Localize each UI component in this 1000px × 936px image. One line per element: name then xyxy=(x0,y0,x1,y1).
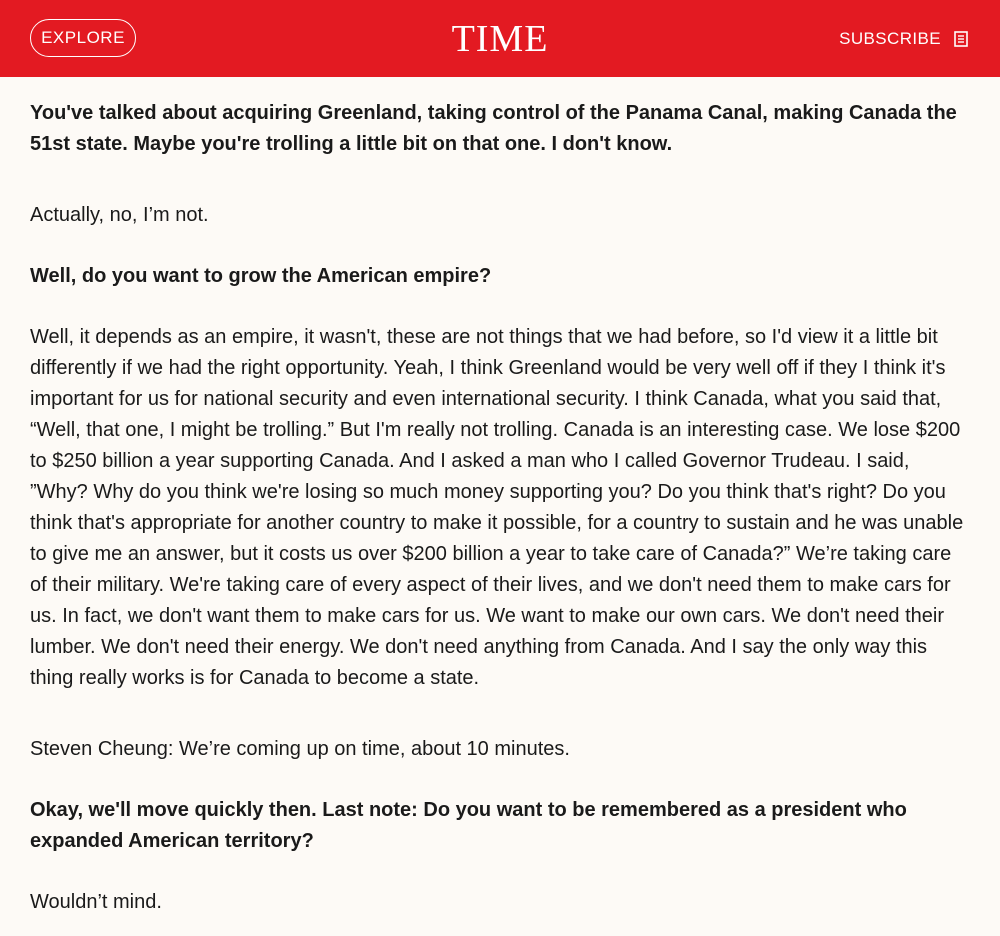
interview-question: Well, do you want to grow the American empire? xyxy=(30,265,492,287)
interview-answer: Actually, no, I’m not. xyxy=(30,204,209,226)
subscribe-button[interactable] xyxy=(839,28,968,50)
interview-answer: Steven Cheung: We’re coming up on time, about 10 minutes. xyxy=(30,738,570,760)
interview-question: You've talked about acquiring Greenland, taking control of the Panama Canal, making Canada the 51st state. Maybe you're trolling a little bit on that one. I don't know. xyxy=(30,102,957,155)
interview-answer: Well, it depends as an empire, it wasn't, these are not things that we had before, so I'd view it a little bit differently if we had the right opportunity. Yeah, I think Greenland would be very well off if they I think it's important for us for national security and even international security. I think Canada, what you said that, “Well, that one, I might be trolling.” But I'm really not trolling. Canada is an interesting case. We lose $200 to $250 billion a year supporting Canada. And I asked a man who I called Governor Trudeau. I said, ”Why? Why do you think we're losing so much money supporting you? Do you think that's right? Do you think that's appropriate for another country to make it possible, for a country to sustain and he was unable to give me an answer, but it costs us over $200 billion a year to take care of Canada?” We’re taking care of their military. We're taking care of every aspect of their lives, and we don't need them to make cars for us. In fact, we don't want them to make cars for us. We want to make our own cars. We don't need their lumber. We don't need their energy. We don't need anything from Canada. And I say the only way this thing really works is for Canada to become a state. xyxy=(30,326,964,689)
magazine-icon xyxy=(954,31,968,47)
article-body xyxy=(0,77,1000,918)
interview-answer: Wouldn’t mind. xyxy=(30,891,162,913)
time-logo[interactable]: TIME xyxy=(451,18,549,60)
subscribe-label: SUBSCRIBE xyxy=(839,29,941,48)
interview-question: Okay, we'll move quickly then. Last note: Do you want to be remembered as a president who expanded American territory? xyxy=(30,799,907,852)
explore-button[interactable]: EXPLORE xyxy=(30,19,136,57)
site-header xyxy=(0,0,1000,77)
